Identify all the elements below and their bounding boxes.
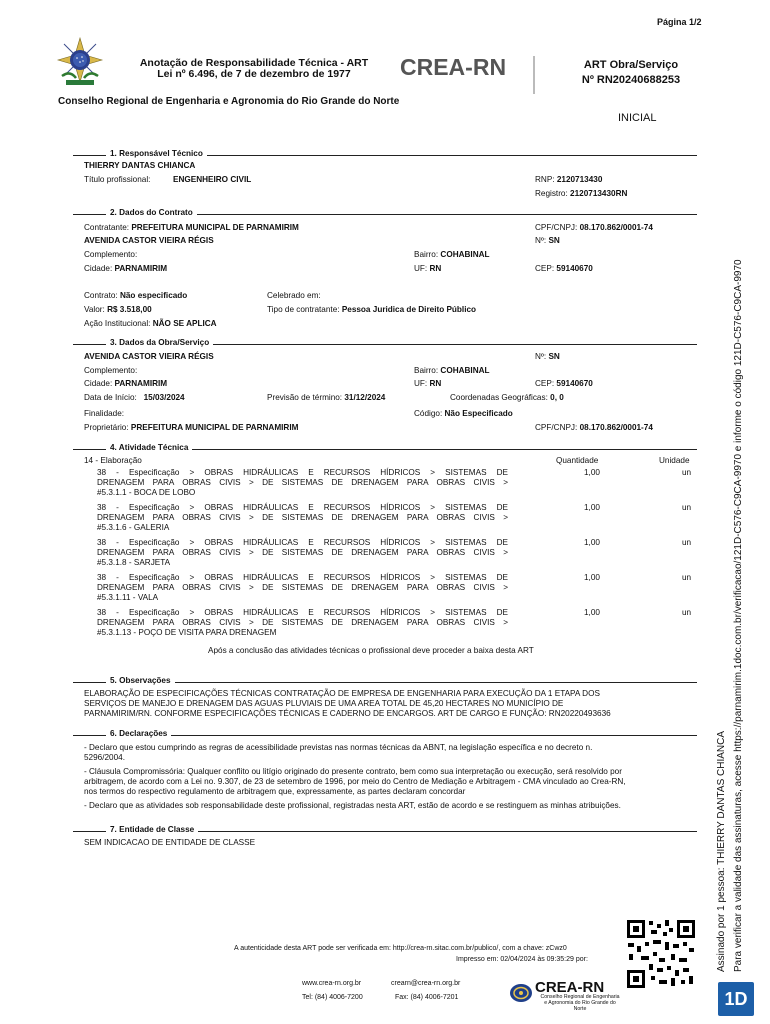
obra-complemento-label: Complemento:: [84, 366, 138, 375]
section-2-title: 2. Dados do Contrato: [106, 208, 197, 218]
activity-item: [97, 538, 508, 568]
activity-item-line: 38 - Especificação > OBRAS HIDRÁULICAS E RECURSOS HÍDRICOS > SISTEMAS DE: [97, 608, 508, 617]
observacao-line-2: SERVIÇOS DE MANEJO E DRENAGEM DAS AGUAS PLUVIAIS DE UMA AREA TOTAL DE 45,20 HECTARES NO MUNICÍPIO DE: [84, 699, 564, 708]
activity-item: [97, 503, 508, 533]
obra-cpf-value: 08.170.862/0001-74: [579, 423, 653, 432]
bairro-label: Bairro:: [414, 250, 439, 259]
obra-cep-label: CEP:: [535, 379, 555, 388]
rnp-value: 2120713430: [556, 175, 603, 184]
site-link[interactable]: www.crea-rn.org.br: [302, 980, 362, 987]
obra-cidade-value: PARNAMIRIM: [114, 379, 168, 388]
cpf-value: 08.170.862/0001-74: [579, 223, 653, 232]
activity-unit: un: [682, 503, 692, 512]
email-link[interactable]: crearn@crea-rn.org.br: [391, 980, 461, 987]
section-5-title: 5. Observações: [106, 676, 175, 686]
activity-sub: 14 - Elaboração: [84, 456, 142, 465]
activity-quantity: 1,00: [584, 538, 600, 547]
observacao-line-3: PARNAMIRIM/RN. CONFORME ESPECIFICAÇÕES TÉCNICAS E CADERNO DE ENCARGOS. ART DE CARGO E FUNÇÃO: RN20220493636: [84, 709, 611, 718]
obra-address: AVENIDA CASTOR VIEIRA RÉGIS: [84, 352, 214, 361]
section-6-title: 6. Declarações: [106, 729, 171, 739]
registro-label: Registro:: [535, 189, 568, 198]
responsavel-name: THIERRY DANTAS CHIANCA: [84, 161, 196, 170]
law-title: Lei nº 6.496, de 7 de dezembro de 1977: [157, 68, 351, 80]
codigo-label: Código:: [414, 409, 443, 418]
acao-label: Ação Institucional:: [84, 319, 151, 328]
declaracao-2b: arbitragem, de acordo com a Lei no. 9.307, de 23 de setembro de 1996, por meio do Centro de Mediação e Arbitragem - CMA vinculado ao Crea-RN,: [84, 777, 626, 786]
crea-footer-sub-2: e Agronomia do Rio Grande do: [544, 1000, 616, 1006]
uf-label: UF:: [414, 264, 428, 273]
qr-code-icon: [625, 918, 697, 990]
activity-item-line: DRENAGEM PARA OBRAS CIVIS > DE SISTEMAS DE DRENAGEM PARA OBRAS CIVIS >: [97, 513, 508, 522]
number-label: Nº:: [535, 236, 547, 245]
art-type: ART Obra/Serviço: [583, 59, 679, 71]
inicio-value: 15/03/2024: [143, 393, 185, 402]
cidade-value: PARNAMIRIM: [114, 264, 168, 273]
art-number: Nº RN20240688253: [581, 74, 681, 86]
crea-logo-icon: [509, 983, 533, 1003]
signature-line-1: Assinado por 1 pessoa: THIERRY DANTAS CHIANCA: [716, 730, 727, 972]
tipo-value: Pessoa Juridica de Direito Público: [341, 305, 477, 314]
titulo-value: ENGENHEIRO CIVIL: [173, 175, 252, 184]
crea-footer-sub-3: Norte: [573, 1006, 587, 1012]
activity-item-line: 38 - Especificação > OBRAS HIDRÁULICAS E RECURSOS HÍDRICOS > SISTEMAS DE: [97, 573, 508, 582]
valor-label: Valor:: [84, 305, 105, 314]
inicio-label: Data de Início:: [84, 393, 137, 402]
cep-label: CEP:: [535, 264, 555, 273]
crea-title: CREA-RN: [400, 54, 507, 80]
codigo-value: Não Especificado: [444, 409, 513, 418]
activity-item-line: 38 - Especificação > OBRAS HIDRÁULICAS E RECURSOS HÍDRICOS > SISTEMAS DE: [97, 503, 508, 512]
declaracao-2a: - Cláusula Compromissória: Qualquer conflito ou litígio originado do presente contrato, bem como sua interpretação ou execução, será resolvido por: [84, 767, 622, 776]
activity-quantity: 1,00: [584, 573, 600, 582]
onedoc-badge[interactable]: 1D: [718, 982, 754, 1016]
unit-header: Unidade: [659, 456, 690, 465]
activity-item-line: DRENAGEM PARA OBRAS CIVIS > DE SISTEMAS DE DRENAGEM PARA OBRAS CIVIS >: [97, 583, 508, 592]
activity-item-line: #5.3.1.8 - SARJETA: [97, 558, 171, 567]
activity-quantity: 1,00: [584, 503, 600, 512]
titulo-label: Título profissional:: [84, 175, 151, 184]
page-label: Página 1/2: [657, 17, 702, 27]
uf-value: RN: [429, 264, 442, 273]
celebrado-label: Celebrado em:: [267, 291, 321, 300]
acao-value: NÃO SE APLICA: [152, 319, 217, 328]
printed-text: Impresso em: 02/04/2024 às 09:35:29 por:: [456, 956, 588, 963]
contratante-value: PREFEITURA MUNICIPAL DE PARNAMIRIM: [131, 223, 299, 232]
registro-value: 2120713430RN: [570, 189, 628, 198]
complemento-label: Complemento:: [84, 250, 138, 259]
cidade-label: Cidade:: [84, 264, 113, 273]
previsao-label: Previsão de término:: [267, 393, 343, 402]
activity-item-line: DRENAGEM PARA OBRAS CIVIS > DE SISTEMAS DE DRENAGEM PARA OBRAS CIVIS >: [97, 618, 508, 627]
activity-item-line: #5.3.1.1 - BOCA DE LOBO: [97, 488, 196, 497]
obra-cpf-label: CPF/CNPJ:: [535, 423, 578, 432]
activity-item-line: 38 - Especificação > OBRAS HIDRÁULICAS E RECURSOS HÍDRICOS > SISTEMAS DE: [97, 468, 508, 477]
obra-bairro-label: Bairro:: [414, 366, 439, 375]
signature-line-2[interactable]: Para verificar a validade das assinaturas, acesse https://parnamirim.1doc.com.br/verificacao/121D-C576-C9CA-9970 e informe o código 121D-C576-C9CA-9970: [733, 259, 744, 972]
section-3-title: 3. Dados da Obra/Serviço: [106, 338, 213, 348]
entidade-value: SEM INDICACAO DE ENTIDADE DE CLASSE: [84, 838, 256, 847]
header-divider: [533, 56, 535, 94]
auth-text: A autenticidade desta ART pode ser verificada em: http://crea-rn.sitac.com.br/publico/, com a chave: zCwz0: [234, 945, 567, 952]
activity-item-line: DRENAGEM PARA OBRAS CIVIS > DE SISTEMAS DE DRENAGEM PARA OBRAS CIVIS >: [97, 548, 508, 557]
art-title: Anotação de Responsabilidade Técnica - ART: [139, 57, 369, 69]
activity-item: [97, 608, 508, 638]
activity-item-line: #5.3.1.6 - GALERIA: [97, 523, 170, 532]
obra-uf-label: UF:: [414, 379, 428, 388]
declaracao-3: - Declaro que as atividades sob responsabilidade deste profissional, registradas nesta ART, estão de acordo e se restinguem as minhas atribuições.: [84, 801, 621, 810]
crea-footer-sub-1: Conselho Regional de Engenharia: [540, 994, 620, 1000]
contract-address: AVENIDA CASTOR VIEIRA RÉGIS: [84, 236, 214, 245]
observacao-line-1: ELABORAÇÃO DE ESPECIFICAÇÕES TÉCNICAS CONTRATAÇÃO DE EMPRESA DE ENGENHARIA PARA EXECUÇÃO DA 1 ETAPA DOS: [84, 689, 600, 698]
previsao-value: 31/12/2024: [344, 393, 386, 402]
coord-value: 0, 0: [550, 393, 564, 402]
activity-item: [97, 573, 508, 603]
rnp-label: RNP:: [535, 175, 555, 184]
activity-item-line: 38 - Especificação > OBRAS HIDRÁULICAS E RECURSOS HÍDRICOS > SISTEMAS DE: [97, 538, 508, 547]
activity-item-line: #5.3.1.11 - VALA: [97, 593, 159, 602]
obra-number-label: Nº:: [535, 352, 547, 361]
coat-of-arms-icon: [56, 36, 104, 88]
contratante-label: Contratante:: [84, 223, 130, 232]
contrato-label: Contrato:: [84, 291, 118, 300]
obra-cidade-label: Cidade:: [84, 379, 113, 388]
activity-item-line: #5.3.1.13 - POÇO DE VISITA PARA DRENAGEM: [97, 628, 277, 637]
obra-cep-value: 59140670: [556, 379, 593, 388]
number-value: SN: [548, 236, 560, 245]
declaracao-1b: 5296/2004.: [84, 753, 125, 762]
activity-unit: un: [682, 573, 692, 582]
quantity-header: Quantidade: [556, 456, 599, 465]
proprietario-label: Proprietário:: [84, 423, 129, 432]
obra-bairro-value: COHABINAL: [440, 366, 490, 375]
activity-unit: un: [682, 468, 692, 477]
obra-number-value: SN: [548, 352, 560, 361]
activity-note: Após a conclusão das atividades técnicas o profissional deve proceder a baixa desta ART: [208, 646, 534, 655]
activity-unit: un: [682, 608, 692, 617]
council-name: Conselho Regional de Engenharia e Agronomia do Rio Grande do Norte: [58, 96, 400, 107]
proprietario-value: PREFEITURA MUNICIPAL DE PARNAMIRIM: [130, 423, 299, 432]
phone-text: Tel: (84) 4006-7200: [302, 994, 363, 1001]
activity-unit: un: [682, 538, 692, 547]
activity-quantity: 1,00: [584, 468, 600, 477]
bairro-value: COHABINAL: [440, 250, 490, 259]
section-7-title: 7. Entidade de Classe: [106, 825, 198, 835]
crea-footer-logo: CREA-RN: [535, 979, 605, 996]
obra-uf-value: RN: [429, 379, 442, 388]
cpf-label: CPF/CNPJ:: [535, 223, 578, 232]
cep-value: 59140670: [556, 264, 593, 273]
valor-value: R$ 3.518,00: [107, 305, 152, 314]
activity-quantity: 1,00: [584, 608, 600, 617]
contrato-value: Não especificado: [119, 291, 188, 300]
section-4-title: 4. Atividade Técnica: [106, 443, 192, 453]
status-label: INICIAL: [618, 112, 657, 124]
activity-item: [97, 468, 508, 498]
section-1-title: 1. Responsável Técnico: [106, 149, 207, 159]
declaracao-2c: nos termos do respectivo regulamento de arbitragem que, expressamente, as partes declaram concordar: [84, 787, 466, 796]
activity-item-line: DRENAGEM PARA OBRAS CIVIS > DE SISTEMAS DE DRENAGEM PARA OBRAS CIVIS >: [97, 478, 508, 487]
coord-label: Coordenadas Geográficas:: [450, 393, 548, 402]
fax-text: Fax: (84) 4006-7201: [395, 994, 459, 1001]
finalidade-label: Finalidade:: [84, 409, 125, 418]
declaracao-1a: - Declaro que estou cumprindo as regras de acessibilidade previstas nas normas técnicas da ABNT, na legislação específica e no decreto n.: [84, 743, 593, 752]
tipo-label: Tipo de contratante:: [267, 305, 340, 314]
